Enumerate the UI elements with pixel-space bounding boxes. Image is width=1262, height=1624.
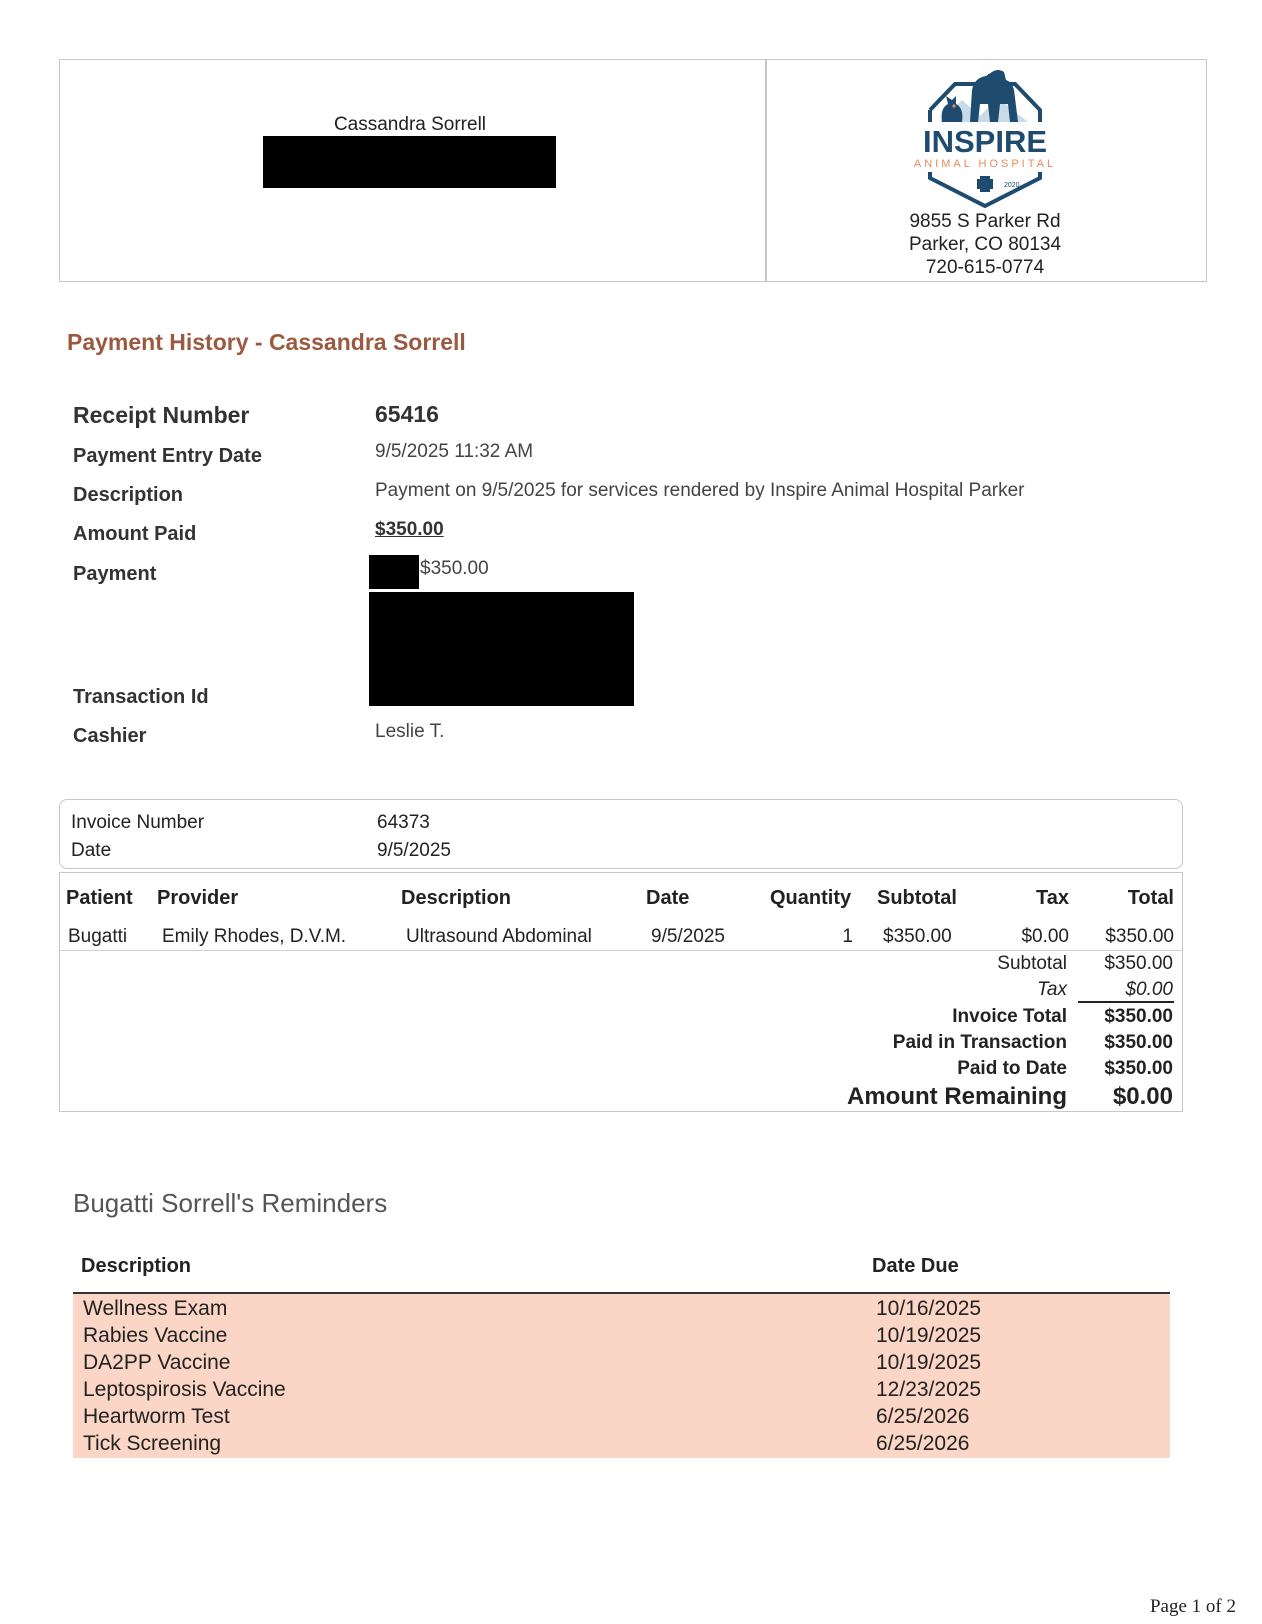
redacted-client-address bbox=[263, 136, 556, 188]
invoice-number-label: Invoice Number bbox=[71, 812, 205, 833]
header-divider bbox=[765, 59, 767, 282]
redacted-transaction-id bbox=[369, 592, 634, 706]
paid-to-date-value: $350.00 bbox=[1104, 1058, 1173, 1079]
reminder-date-due: 6/25/2026 bbox=[876, 1405, 970, 1428]
reminder-description: Wellness Exam bbox=[83, 1297, 228, 1320]
col-header-description: Description bbox=[401, 887, 512, 909]
reminders-title: Bugatti Sorrell's Reminders bbox=[73, 1188, 388, 1218]
col-header-total: Total bbox=[1127, 887, 1174, 909]
item-description: Ultrasound Abdominal bbox=[406, 926, 592, 947]
payment-label: Payment bbox=[73, 563, 157, 585]
client-name: Cassandra Sorrell bbox=[333, 114, 487, 135]
receipt-number-value: 65416 bbox=[375, 401, 439, 427]
reminder-date-due: 10/16/2025 bbox=[876, 1297, 982, 1320]
reminder-row bbox=[73, 1405, 1170, 1432]
item-provider: Emily Rhodes, D.V.M. bbox=[162, 926, 347, 947]
svg-text:ANIMAL HOSPITAL: ANIMAL HOSPITAL bbox=[913, 158, 1057, 170]
invoice-date-label: Date bbox=[71, 840, 112, 861]
amount-paid-value: $350.00 bbox=[375, 519, 444, 540]
receipt-number-label: Receipt Number bbox=[73, 402, 250, 428]
col-header-tax: Tax bbox=[1036, 887, 1069, 909]
transaction-id-label: Transaction Id bbox=[73, 686, 209, 708]
amount-remaining-label: Amount Remaining bbox=[847, 1083, 1067, 1110]
item-patient: Bugatti bbox=[68, 926, 128, 947]
page-number: Page 1 of 2 bbox=[1149, 1596, 1236, 1617]
reminder-date-due: 10/19/2025 bbox=[876, 1324, 982, 1347]
description-label: Description bbox=[73, 484, 184, 506]
reminder-description: Leptospirosis Vaccine bbox=[83, 1378, 286, 1401]
invoice-number-value: 64373 bbox=[377, 812, 430, 833]
summary-tax-label: Tax bbox=[1037, 979, 1067, 1000]
reminder-date-due: 12/23/2025 bbox=[876, 1378, 982, 1401]
paid-to-date-label: Paid to Date bbox=[957, 1058, 1067, 1079]
page-title: Payment History - Cassandra Sorrell bbox=[67, 329, 466, 355]
invoice-total-value: $350.00 bbox=[1104, 1006, 1173, 1027]
col-header-quantity: Quantity bbox=[770, 887, 852, 909]
col-header-provider: Provider bbox=[157, 887, 239, 909]
col-header-patient: Patient bbox=[66, 887, 133, 909]
redacted-card-type bbox=[369, 555, 419, 589]
clinic-address-line2: Parker, CO 80134 bbox=[908, 234, 1062, 255]
item-date: 9/5/2025 bbox=[651, 926, 725, 947]
item-tax: $0.00 bbox=[1021, 926, 1069, 947]
paid-in-transaction-value: $350.00 bbox=[1104, 1032, 1173, 1053]
reminder-row bbox=[73, 1378, 1170, 1405]
summary-subtotal-value: $350.00 bbox=[1104, 953, 1173, 974]
summary-tax-value: $0.00 bbox=[1125, 979, 1173, 1000]
reminders-header-date-due: Date Due bbox=[872, 1255, 959, 1277]
items-divider bbox=[60, 950, 1182, 951]
invoice-header-box bbox=[59, 799, 1183, 869]
description-value: Payment on 9/5/2025 for services rendered by Inspire Animal Hospital Parker bbox=[375, 480, 1025, 501]
reminder-description: Rabies Vaccine bbox=[83, 1324, 228, 1347]
amount-remaining-value: $0.00 bbox=[1112, 1083, 1173, 1110]
reminder-row bbox=[73, 1297, 1170, 1324]
cashier-value: Leslie T. bbox=[375, 721, 445, 742]
reminder-date-due: 10/19/2025 bbox=[876, 1351, 982, 1374]
item-total: $350.00 bbox=[1105, 926, 1174, 947]
amount-paid-label: Amount Paid bbox=[73, 523, 197, 545]
paid-in-transaction-label: Paid in Transaction bbox=[892, 1032, 1067, 1053]
summary-subtotal-label: Subtotal bbox=[997, 953, 1067, 974]
item-quantity: 1 bbox=[842, 926, 853, 947]
clinic-logo-icon bbox=[900, 60, 1070, 215]
reminder-row bbox=[73, 1432, 1170, 1459]
svg-text:INSPIRE: INSPIRE bbox=[922, 124, 1048, 159]
item-subtotal: $350.00 bbox=[883, 926, 952, 947]
reminder-description: Heartworm Test bbox=[83, 1405, 230, 1428]
svg-text:2020: 2020 bbox=[1004, 182, 1020, 189]
invoice-date-value: 9/5/2025 bbox=[377, 840, 451, 861]
reminders-header-description: Description bbox=[81, 1255, 192, 1277]
col-header-subtotal: Subtotal bbox=[877, 887, 957, 909]
summary-rule bbox=[1078, 1001, 1174, 1003]
reminder-date-due: 6/25/2026 bbox=[876, 1432, 970, 1455]
invoice-total-label: Invoice Total bbox=[952, 1006, 1067, 1027]
entry-date-value: 9/5/2025 11:32 AM bbox=[375, 441, 534, 462]
col-header-date: Date bbox=[646, 887, 690, 909]
reminder-row bbox=[73, 1351, 1170, 1378]
clinic-address-line1: 9855 S Parker Rd bbox=[909, 211, 1061, 232]
reminder-description: DA2PP Vaccine bbox=[83, 1351, 231, 1374]
reminder-row bbox=[73, 1324, 1170, 1351]
clinic-phone: 720-615-0774 bbox=[925, 257, 1045, 278]
cashier-label: Cashier bbox=[73, 725, 147, 747]
entry-date-label: Payment Entry Date bbox=[73, 445, 262, 467]
clinic-logo bbox=[900, 60, 1070, 215]
payment-amount: $350.00 bbox=[420, 558, 489, 579]
reminder-description: Tick Screening bbox=[83, 1432, 222, 1455]
